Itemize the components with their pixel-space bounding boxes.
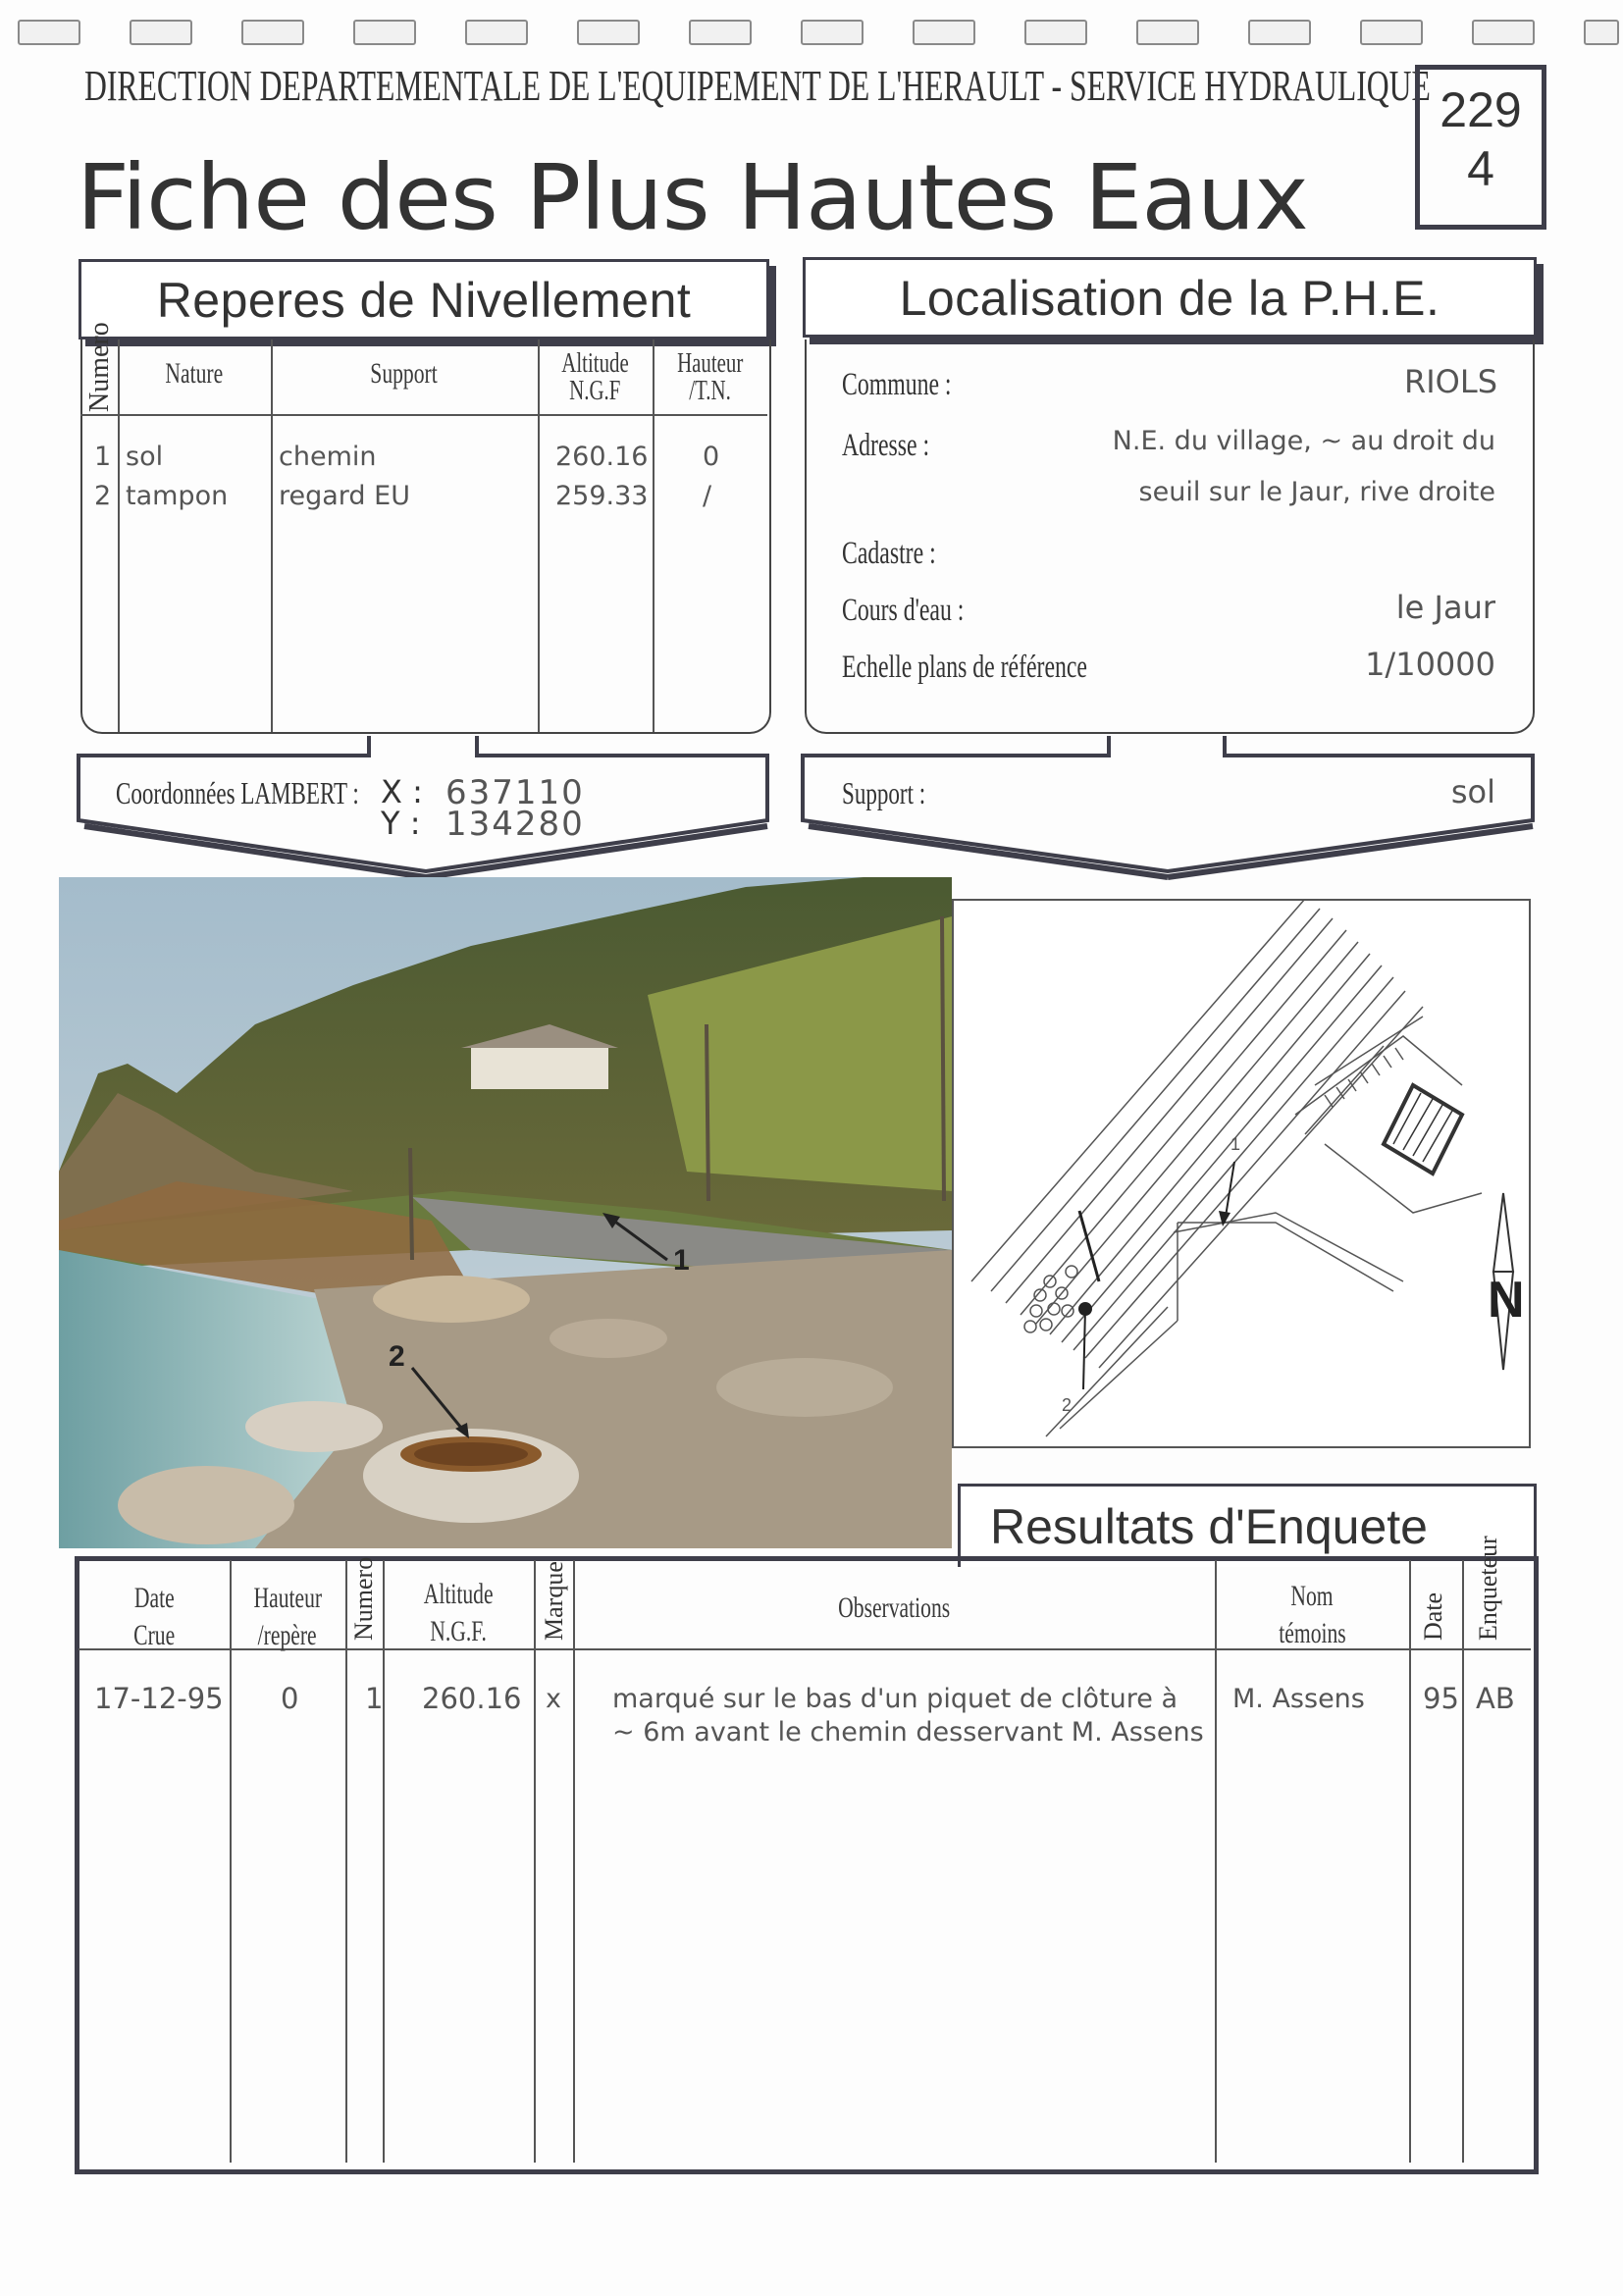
col-nom: Nom bbox=[1290, 1580, 1334, 1612]
res-altitude: 260.16 bbox=[422, 1682, 522, 1715]
adresse-line1: N.E. du village, ~ au droit du bbox=[1112, 426, 1495, 456]
col-altitude: Altitude bbox=[561, 347, 629, 379]
res-numero: 1 bbox=[365, 1682, 384, 1715]
col-altitude-res-2: N.G.F. bbox=[430, 1615, 487, 1647]
localisation-heading: Localisation de la P.H.E. bbox=[899, 271, 1440, 326]
res-date: 95 bbox=[1423, 1682, 1459, 1715]
res-nom: M. Assens bbox=[1232, 1684, 1365, 1714]
col-date-crue: Date bbox=[133, 1582, 175, 1614]
support-value: sol bbox=[1450, 773, 1495, 810]
resultats-heading-box bbox=[958, 1484, 1537, 1567]
col-hauteur-unit: /T.N. bbox=[689, 375, 731, 406]
resultats-heading: Resultats d'Enquete bbox=[990, 1499, 1428, 1554]
col-nom-2: témoins bbox=[1278, 1617, 1346, 1649]
x-value: 637110 bbox=[445, 773, 585, 812]
echelle-value: 1/10000 bbox=[1365, 646, 1495, 683]
y-label: Y : bbox=[381, 805, 421, 842]
reference-sub: 4 bbox=[1467, 141, 1494, 196]
repere-row-1-support: chemin bbox=[279, 442, 377, 472]
res-hauteur: 0 bbox=[281, 1682, 299, 1715]
adresse-label: Adresse : bbox=[842, 428, 930, 463]
repere-row-2-num: 2 bbox=[94, 481, 112, 511]
support-label: Support : bbox=[842, 775, 926, 810]
adresse-line2: seuil sur le Jaur, rive droite bbox=[1138, 477, 1495, 507]
repere-row-1-altitude: 260.16 bbox=[555, 442, 649, 472]
y-value: 134280 bbox=[445, 805, 585, 844]
col-date: Date bbox=[1419, 1592, 1447, 1641]
col-altitude-res: Altitude bbox=[423, 1578, 494, 1610]
north-arrow-icon: N bbox=[1488, 1272, 1525, 1329]
photo-marker-2: 2 bbox=[389, 1340, 405, 1373]
res-obs-line2: ~ 6m avant le chemin desservant M. Assens bbox=[612, 1717, 1204, 1748]
commune-label: Commune : bbox=[842, 367, 952, 402]
repere-row-2-support: regard EU bbox=[279, 481, 410, 511]
map-marker-1: 1 bbox=[1230, 1134, 1241, 1154]
repere-row-2-altitude: 259.33 bbox=[555, 481, 649, 511]
cours-label: Cours d'eau : bbox=[842, 593, 965, 628]
page-title: Fiche des Plus Hautes Eaux bbox=[77, 145, 1308, 250]
cours-value: le Jaur bbox=[1395, 589, 1495, 626]
col-altitude-unit: N.G.F bbox=[569, 375, 621, 406]
photo-marker-1: 1 bbox=[673, 1244, 690, 1277]
echelle-label: Echelle plans de référence bbox=[842, 650, 1087, 685]
reperes-heading: Reperes de Nivellement bbox=[156, 273, 692, 328]
repere-row-1-nature: sol bbox=[126, 442, 164, 472]
x-label: X : bbox=[381, 773, 423, 810]
col-hauteur-repere: Hauteur bbox=[253, 1582, 322, 1614]
cadastre-label: Cadastre : bbox=[842, 536, 936, 571]
col-numero-res: Numero bbox=[349, 1556, 378, 1641]
reference-number: 229 bbox=[1440, 82, 1522, 137]
res-enqueteur: AB bbox=[1476, 1682, 1515, 1715]
res-marque: x bbox=[546, 1684, 561, 1714]
col-date-crue-2: Crue bbox=[132, 1619, 175, 1651]
location-map bbox=[952, 899, 1531, 1448]
agency-header: DIRECTION DEPARTEMENTALE DE L'EQUIPEMENT DE L'HERAULT - SERVICE HYDRAULIQUE bbox=[84, 62, 1431, 110]
repere-row-1-num: 1 bbox=[94, 442, 112, 472]
col-enqueteur: Enqueteur bbox=[1474, 1536, 1502, 1641]
arrow-frames bbox=[0, 0, 1623, 903]
repere-row-2-nature: tampon bbox=[126, 481, 229, 511]
col-support: Support bbox=[370, 357, 439, 390]
col-observations: Observations bbox=[838, 1592, 950, 1624]
col-hauteur-repere-2: /repère bbox=[258, 1619, 317, 1651]
col-numero: Numero bbox=[84, 322, 115, 412]
repere-row-2-hauteur: / bbox=[703, 481, 712, 511]
repere-row-1-hauteur: 0 bbox=[703, 442, 720, 472]
map-marker-2: 2 bbox=[1062, 1395, 1073, 1415]
commune-value: RIOLS bbox=[1404, 363, 1497, 400]
coords-label: Coordonnées LAMBERT : bbox=[116, 775, 359, 810]
col-hauteur: Hauteur bbox=[676, 347, 744, 379]
col-marque: Marque bbox=[540, 1561, 568, 1641]
site-photo bbox=[59, 877, 952, 1548]
res-date-crue: 17-12-95 bbox=[94, 1682, 224, 1715]
res-obs-line1: marqué sur le bas d'un piquet de clôture à bbox=[612, 1684, 1178, 1714]
col-nature: Nature bbox=[165, 357, 224, 390]
